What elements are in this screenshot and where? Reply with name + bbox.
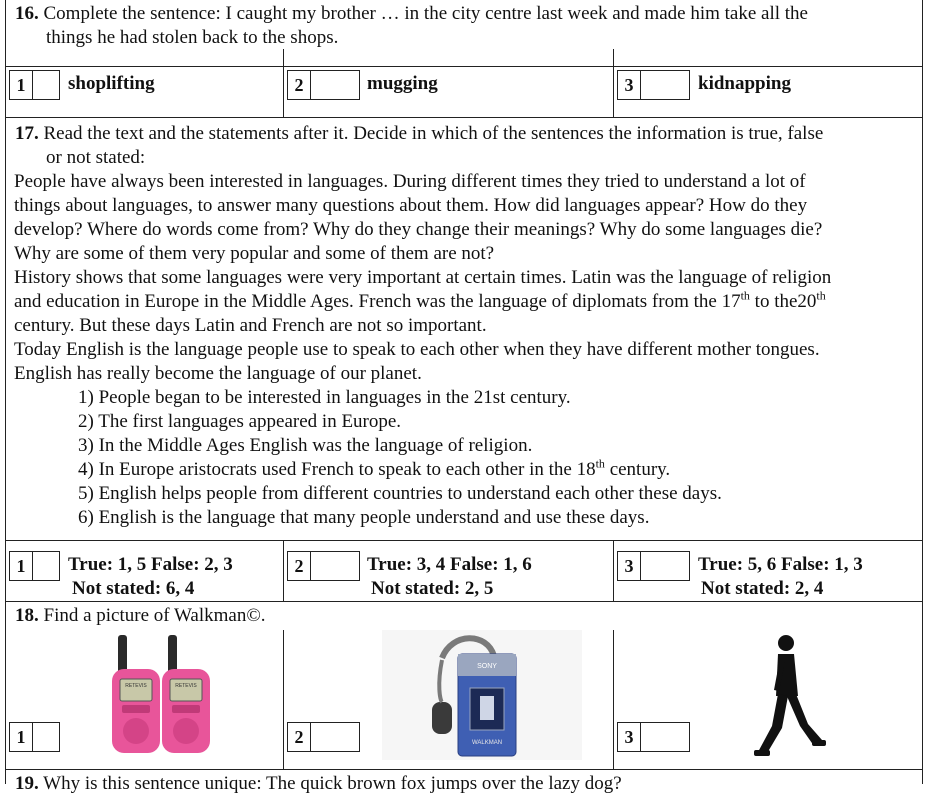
passage-line: People have always been interested in languages. During different times they tried to understand a lot of: [14, 171, 806, 192]
statement-4: [78, 458, 670, 482]
answer-checkbox[interactable]: [311, 71, 357, 99]
radio-keypad: [172, 705, 200, 713]
statement-text: century.: [604, 459, 671, 480]
question-text: things he had stolen back to the shops.: [46, 27, 339, 48]
answer-checkbox[interactable]: [33, 723, 57, 751]
answer-number: 2: [288, 723, 311, 751]
superscript: th: [816, 288, 826, 303]
question-text: Why is this sentence unique: The quick brown fox jumps over the lazy dog?: [43, 773, 622, 794]
answer-box-2[interactable]: [287, 551, 360, 581]
passage-line: things about languages, to answer many questions about them. How did languages appear? How do they: [14, 195, 808, 216]
walkie-talkies-icon[interactable]: [110, 635, 214, 755]
column-divider: [283, 49, 284, 117]
question-17-text-continued: [15, 146, 145, 170]
answer-number: 3: [618, 71, 641, 99]
walkman-cassette-player-icon[interactable]: [382, 630, 582, 760]
passage-line: develop? Where do words come from? Why do they change their meanings? Why do some languages die?: [14, 219, 823, 240]
question-number: 17.: [15, 123, 39, 144]
answer-label: mugging: [367, 73, 438, 94]
question-text: Find a picture of Walkman©.: [43, 605, 266, 626]
answer-label: Not stated: 6, 4: [72, 578, 195, 599]
question-16-text-continued: [15, 26, 338, 50]
answer-label: Not stated: 2, 4: [701, 578, 824, 599]
answer-label: True: 3, 4 False: 1, 6: [367, 554, 532, 575]
question-text: or not stated:: [46, 147, 146, 168]
answer-box-1[interactable]: [9, 70, 60, 100]
question-number: 18.: [15, 605, 39, 626]
divider: [5, 601, 923, 602]
radio-brand-label: RETEVIS: [125, 683, 147, 689]
radio-keypad: [122, 705, 150, 713]
answer-checkbox[interactable]: [641, 552, 687, 580]
answer-number: 1: [10, 71, 33, 99]
passage-line: Today English is the language people use to speak to each other when they have different mother tongues.: [14, 339, 820, 360]
question-17-text: [15, 122, 823, 146]
leg: [758, 694, 788, 755]
statement-6: 6) English is the language that many people understand and use these days.: [78, 507, 650, 528]
column-divider: [283, 540, 284, 601]
divider: [5, 540, 923, 541]
answer-label: kidnapping: [698, 73, 791, 94]
statement-2: 2) The first languages appeared in Europe.: [78, 411, 402, 432]
question-16-text: [15, 2, 808, 26]
cassette-tape: [480, 696, 494, 720]
player-model: WALKMAN: [471, 740, 503, 746]
passage-line: English has really become the language of our planet.: [14, 363, 422, 384]
answer-number: 1: [10, 552, 33, 580]
walking-man-silhouette-icon[interactable]: [752, 634, 832, 762]
superscript: th: [740, 288, 750, 303]
speaker-grille: [123, 718, 149, 744]
answer-label: True: 1, 5 False: 2, 3: [68, 554, 233, 575]
answer-checkbox[interactable]: [33, 552, 57, 580]
question-number: 19.: [15, 773, 39, 794]
column-divider: [283, 630, 284, 769]
passage-line: History shows that some languages were very important at certain times. Latin was the language of religion: [14, 267, 832, 288]
answer-label: True: 5, 6 False: 1, 3: [698, 554, 863, 575]
answer-checkbox[interactable]: [33, 71, 57, 99]
answer-checkbox[interactable]: [641, 71, 687, 99]
headphone-cup: [432, 702, 452, 734]
answer-box-1[interactable]: [9, 722, 60, 752]
question-19-text: [15, 772, 622, 796]
passage-line: century. But these days Latin and French are not so important.: [14, 315, 487, 336]
divider: [5, 117, 923, 118]
answer-number: 3: [618, 723, 641, 751]
column-divider: [613, 540, 614, 601]
leg: [786, 694, 822, 746]
divider: [5, 66, 923, 67]
statement-text: 4) In Europe aristocrats used French to speak to each other in the 18: [78, 459, 596, 480]
answer-number: 1: [10, 723, 33, 751]
statement-3: 3) In the Middle Ages English was the language of religion.: [78, 435, 533, 456]
answer-number: 2: [288, 552, 311, 580]
passage-line: Why are some of them very popular and some of them are not?: [14, 243, 495, 264]
question-text: Read the text and the statements after it. Decide in which of the sentences the information is true, false: [43, 123, 824, 144]
statement-1: 1) People began to be interested in languages in the 21st century.: [78, 387, 571, 408]
answer-label: Not stated: 2, 5: [371, 578, 494, 599]
question-number: 16.: [15, 3, 39, 24]
answer-box-3[interactable]: [617, 70, 690, 100]
radio-brand-label: RETEVIS: [175, 683, 197, 689]
question-18-text: [15, 604, 266, 628]
shoe: [754, 750, 770, 756]
answer-box-3[interactable]: [617, 551, 690, 581]
passage-text: to the20: [749, 291, 817, 312]
column-divider: [613, 49, 614, 117]
player-brand: SONY: [477, 663, 497, 670]
answer-box-1[interactable]: [9, 551, 60, 581]
passage-line: [14, 290, 826, 314]
answer-checkbox[interactable]: [311, 723, 357, 751]
question-text: Complete the sentence: I caught my brother … in the city centre last week and made him take all the: [43, 3, 808, 24]
answer-number: 2: [288, 71, 311, 99]
column-divider: [613, 630, 614, 769]
shoe: [812, 740, 826, 746]
speaker-grille: [173, 718, 199, 744]
answer-checkbox[interactable]: [641, 723, 687, 751]
statement-5: 5) English helps people from different countries to understand each other these days.: [78, 483, 722, 504]
answer-box-2[interactable]: [287, 70, 360, 100]
answer-box-3[interactable]: [617, 722, 690, 752]
answer-box-2[interactable]: [287, 722, 360, 752]
passage-text: and education in Europe in the Middle Ages. French was the language of diplomats from the 17: [14, 291, 741, 312]
superscript: th: [595, 456, 605, 471]
divider: [5, 769, 923, 770]
answer-checkbox[interactable]: [311, 552, 357, 580]
head: [778, 635, 794, 651]
answer-label: shoplifting: [68, 73, 155, 94]
answer-number: 3: [618, 552, 641, 580]
